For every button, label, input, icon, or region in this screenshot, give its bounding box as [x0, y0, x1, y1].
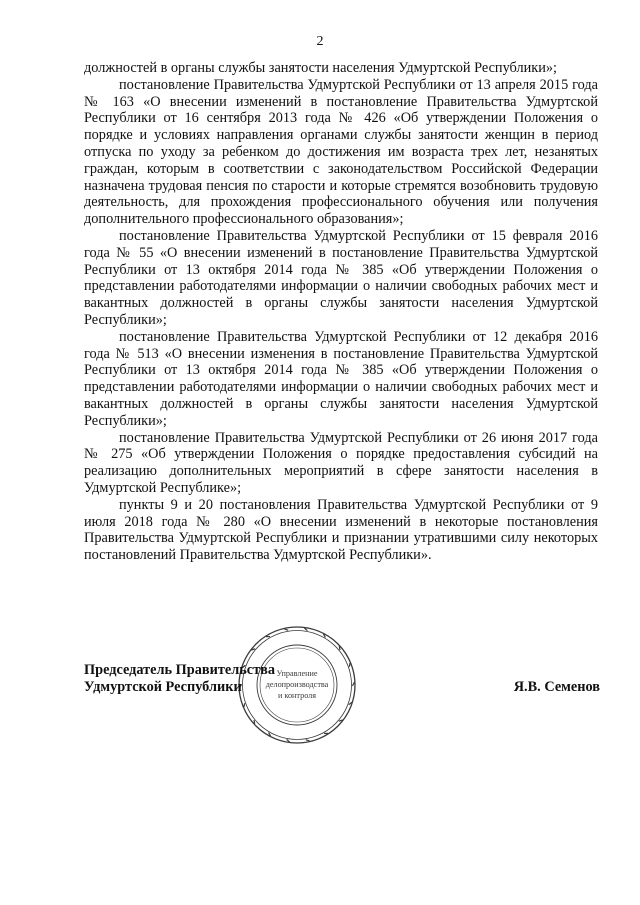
signatory-title [84, 662, 275, 696]
seal-text-line1: Управление [276, 669, 318, 678]
seal-text-line2: делопроизводства [265, 680, 329, 689]
signatory-title-line2: Удмуртской Республики [84, 679, 242, 695]
paragraph-continuation: должностей в органы службы занятости населения Удмуртской Республики»; [84, 60, 557, 76]
page-number: 2 [316, 34, 324, 49]
paragraph: постановление Правительства Удмуртской Республики от 12 декабря 2016 года № 513 «О внесении изменения в постановление Правительства Удмуртской Республики от 13 октября 2014 года № 385 «Об утверждении Положения о представлении работодателями информации о наличии свободных рабочих мест и вакантных должностей в органы службы занятости населения Удмуртской Республики»; [84, 328, 598, 429]
paragraph: постановление Правительства Удмуртской Республики от 13 апреля 2015 года № 163 «О внесении изменений в постановление Правительства Удмуртской Республики от 16 сентября 2013 года № 426 «Об утверждении Положения о порядке и условиях направления органами службы занятости женщин в период отпуска по уходу за ребенком до достижения им возраста трех лет, незанятых граждан, которым в соответствии с законодательством Российской Федерации назначена трудовая пенсия по старости и которые стремятся возобновить трудовую деятельность, для прохождения профессионального обучения или получения дополнительного профессионального образования»; [84, 76, 598, 228]
paragraph: постановление Правительства Удмуртской Республики от 26 июня 2017 года № 275 «Об утверждении Положения о порядке предоставления субсидий на реализацию дополнительных мероприятий в сфере занятости населения в Удмуртской Республике»; [84, 429, 598, 496]
paragraph: постановление Правительства Удмуртской Республики от 15 февраля 2016 года № 55 «О внесении изменений в постановление Правительства Удмуртской Республики от 13 октября 2014 года № 385 «Об утверждении Положения о представлении работодателями информации о наличии свободных рабочих мест и вакантных должностей в органы службы занятости населения Удмуртской Республики»; [84, 227, 598, 328]
seal-text-line3: и контроля [277, 691, 317, 700]
signatory-name: Я.В. Семенов [513, 679, 600, 695]
document-body [84, 60, 598, 564]
paragraph: пункты 9 и 20 постановления Правительства Удмуртской Республики от 9 июля 2018 года № 280 «О внесении изменений в некоторые постановления Правительства Удмуртской Республики и признании утратившими силу некоторых постановлений Правительства Удмуртской Республики». [84, 496, 598, 564]
signatory-title-line1: Председатель Правительства [84, 662, 276, 678]
